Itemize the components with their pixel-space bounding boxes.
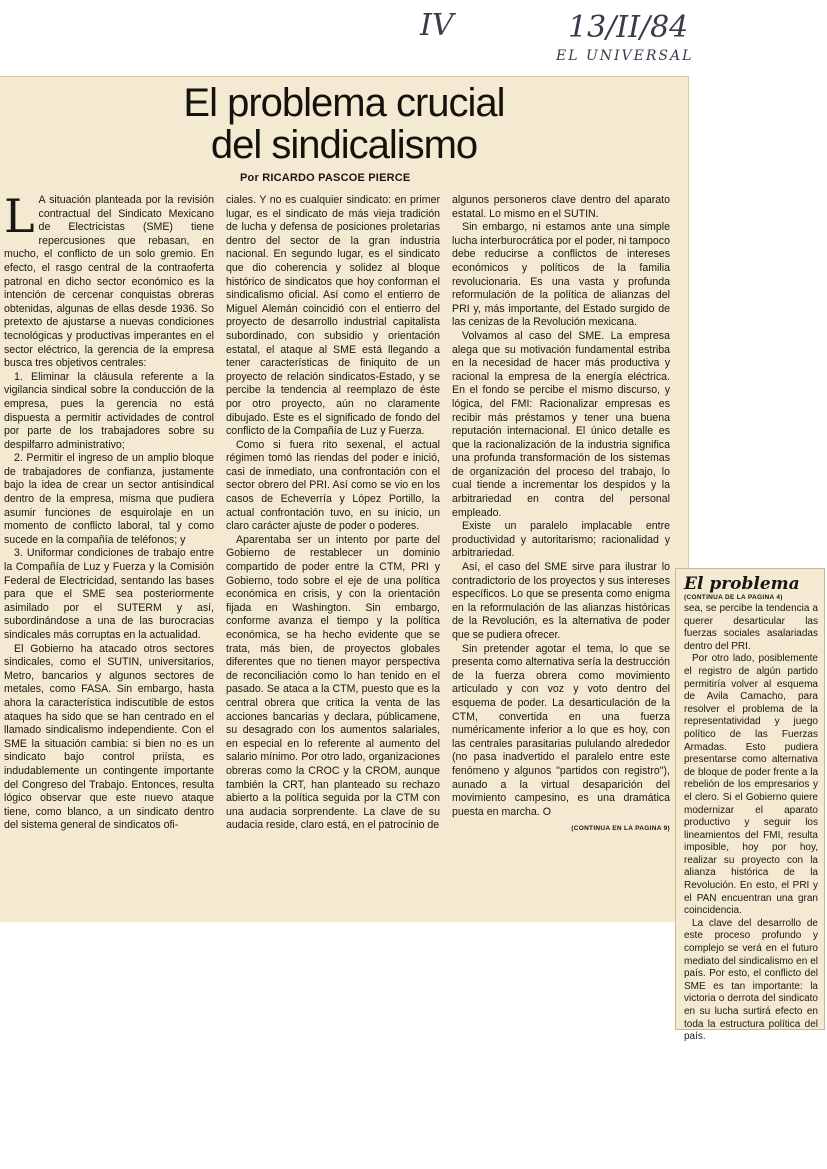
paragraph: El Gobierno ha atacado otros sectores sindicales, como el SUTIN, universitarios, Metro, bancarios y algunos sectores de metales, como FASA. Sin embargo, hasta ahora la característica indiscutible de estos ataques ha sido que se han centrado en el llamado sindicalismo independiente. Con el SME la situación cambia: si bien no es un sindicato bajo control priísta, es indudablemente un contingente importante del Congreso del Trabajo. Entonces, resulta lógico observar que este nuevo ataque tiene, como blanco, a un sindicato dentro del sistema general de sindicatos ofi- xyxy=(4,642,214,832)
paragraph: Así, el caso del SME sirve para ilustrar lo contradictorio de los proyectos y sus intereses específicos. Lo que se presenta como enigma en la reformulación de las alianzas históricas de la Revolución, es la alternativa de poder que se pudiera ofrecer. xyxy=(452,561,670,641)
paragraph: Aparentaba ser un intento por parte del Gobierno de restablecer un dominio compartido de poder entre la CTM, PRI y Gobierno, todo sobre el eje de una política económica en crisis, y con la orientación fijada en Washington. Sin embargo, conforme avanza el tiempo y la política económica, se ha hecho evidente que se trata, más bien, de proyectos globales diferentes que no tienen mayor perspectiva de reconciliación como lo han tenido en el pasado. Se ataca a la CTM, puesto que es la central obrera que critica la venta de las acciones bancarias y declara, públicamene, su desagrado con los aumentos salariales, en especial en lo referente al aumento del salario mínimo. Por otro lado, organizaciones obreras como la CROC y la CROM, aunque también la CRT, han planteado su rechazo abierto a la política seguida por la CTM con una audacia sorprendente. La clave de su audacia reside, claro está, en el patrocinio de xyxy=(226,533,440,832)
paragraph: sea, se percibe la tendencia a querer desarticular las fuerzas sociales asalariadas dentro del PRI. xyxy=(684,603,818,652)
paragraph-text: A situación planteada por la revisión contractual del Sindicato Mexicano de Electricistas (SME) tiene repercusiones que rebasan, en mucho, el conflicto de un solo gremio. En efecto, el rasgo central de la contraoferta patronal en dicho sector económico es la intención de cercenar conquistas obreras obtenidas, algunas de ellas desde 1936. So pretexto de ajustarse a nuevas condiciones tecnológicas y productivas imperantes en el sector eléctrico, la gerencia de la empresa busca tres objetivos centrales: xyxy=(4,194,214,370)
headline-line-1: El problema crucial xyxy=(183,81,505,125)
sidebar-title: El problema xyxy=(684,574,800,594)
paragraph: La clave del desarrollo de este proceso profundo y complejo se verá en el futuro mediato del sindicalismo en el país. Por esto, el conflicto del SME es tan importante: la victoria o derrota del sindicato en su lucha surtirá efecto en toda la estructura política del país. xyxy=(684,917,818,1043)
continuation-note: (CONTINUA EN LA PAGINA 9) xyxy=(571,825,670,833)
continuation-clipping xyxy=(675,568,825,1043)
paragraph xyxy=(4,189,214,371)
sidebar-body xyxy=(684,603,818,1044)
paragraph: Existe un paralelo implacable entre productividad y autoritarismo; racionalidad y arbitrariedad. xyxy=(452,520,670,560)
paragraph: Volvamos al caso del SME. La empresa alega que su motivación fundamental estriba en la necesidad de hacer más productiva y racional la empresa de la energía eléctrica. En el fondo se percibe el mismo discurso, y lógica, del FMI: Racionalizar empresas es recibir más préstamos y tener una buena reputación internacional. El único detalle es que la racionalización de la industria significa una profunda transformación de los sistemas de organización del proceso del trabajo, lo cual tiende a incrementar los despidos y la arbitrariedad en contra del personal empleado. xyxy=(452,329,670,519)
paragraph: 1. Eliminar la cláusula referente a la vigilancia sindical sobre la conducción de la empresa, pues la gerencia no está dispuesta a permitir actividades de control por parte de los trabajadores sobre su despilfarro administrativo; xyxy=(4,370,214,451)
paragraph: algunos personeros clave dentro del aparato estatal. Lo mismo en el SUTIN. xyxy=(452,194,670,220)
paragraph: Por otro lado, posiblemente el registro de algún partido permitiría volver al esquema de Avila Camacho, para resolver el problema de la representatividad y juego político de las Fuerzas Armadas. Esto pudiera presentarse como alternativa de bloque de poder frente a la rebelión de los empresarios y el clero. Si el Gobierno quiere modernizar el aparato productivo y seguir los lineamientos del FMI, resulta imposible, hoy por hoy, realizar su proyecto con la alianza histórica de la Revolución. En esto, el PRI y el PAN encuentran una gran coincidencia. xyxy=(684,653,818,917)
paragraph: Sin embargo, ni estamos ante una simple lucha interburocrática por el poder, ni tampoco debe reducirse a conflictos de intereses económicos y políticos de la familia revolucionaria. Es una vasta y profunda reformulación de la política de alianzas del PRI y, más importante, del Estado surgido de las cenizas de la Revolución mexicana. xyxy=(452,221,670,329)
roman-numeral-mark: IV xyxy=(420,8,454,43)
paragraph: ciales. Y no es cualquier sindicato: en primer lugar, es el sindicato de más vieja tradición de lucha y defensa de posiciones proletarias dentro del sector de la gran industria nacional. En segundo lugar, es el sindicato que dio coherencia y solidez al bloque histórico de sindicatos que hoy conforman el sindicalismo oficial. Así como el entierro de Miguel Alemán coincidió con el entierro del proyecto de desarrollo industrial capitalista subordinado, con subsidio y orientación estatal, el ataque al SME está llegando a tener características de finiquito de un proyecto de relación sindicatos-Estado, y se percibe la tendencia al reemplazo de éste por otro proyecto, aún no claramente dibujado. Este es el significado de fondo del conflicto de la Compañía de Luz y Fuerza. xyxy=(226,194,440,438)
column-2 xyxy=(226,194,440,833)
sidebar-continued-note: (CONTINUA DE LA PAGINA 4) xyxy=(684,594,783,601)
column-1 xyxy=(4,189,214,833)
date-mark: 13/II/84 xyxy=(568,10,689,45)
newspaper-name-mark: EL UNIVERSAL xyxy=(556,48,694,64)
paragraph: Sin pretender agotar el tema, lo que se presenta como alternativa sería la destrucción de la fuerza obrera como movimiento articulado y con voz y voto dentro del esquema de poder. La desarticulación de la CTM, convertida en una fuerza numéricamente inferior a lo que es hoy, con las centrales parasitarias pululando alrededor (no pasa inadvertido el paralelo entre este fenómeno y algunos "partidos con registro"), aunado a la virtual desaparición del movimiento campesino, es una dramática puesta en marcha. O xyxy=(452,642,670,818)
headline xyxy=(0,82,688,166)
byline: Por RICARDO PASCOE PIERCE xyxy=(240,172,411,184)
paragraph: 2. Permitir el ingreso de un amplio bloque de trabajadores de confianza, justamente bajo la idea de crear un sector antisindical dentro de la empresa, misma que pudiera asumir funciones de esquirolaje en un momento de conflicto laboral, tal y como sucede en la compañía de teléfonos; y xyxy=(4,452,214,546)
column-3 xyxy=(452,194,670,836)
paragraph: Como si fuera rito sexenal, el actual régimen tomó las riendas del poder e inició, casi de inmediato, una confrontación con el sector obrero del PRI. Así como se vio en los casos de Echeverría y López Portillo, la actual confrontación tuvo, en su inicio, un claro carácter ajuste de poder o poderes. xyxy=(226,438,440,533)
headline-line-2: del sindicalismo xyxy=(210,123,478,167)
paragraph: 3. Uniformar condiciones de trabajo entre la Compañía de Luz y Fuerza y la Comisión Federal de Electricidad, sentando las bases para que el SME sea posteriormente asimilado por el SUTERM y así, subordinándose a una de las burocracias sindicales más corruptas en la actualidad. xyxy=(4,547,214,641)
drop-cap: L xyxy=(4,189,35,243)
